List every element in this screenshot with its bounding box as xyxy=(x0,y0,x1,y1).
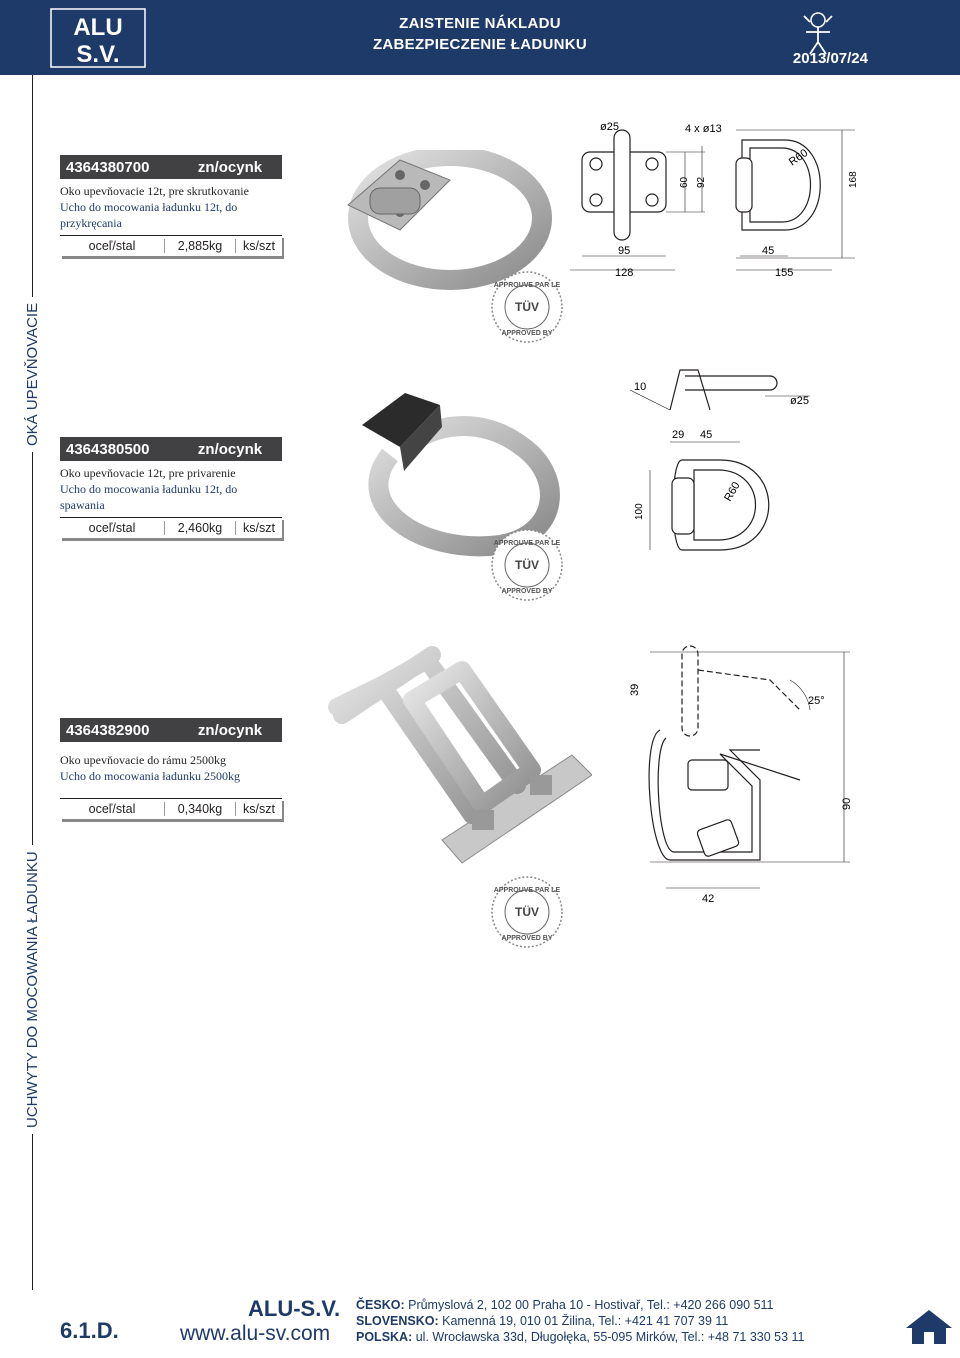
tuv-seal-3 xyxy=(490,875,564,949)
product-code: 4364380700 xyxy=(66,158,150,176)
product-desc-pl: Ucho do mocowania ładunku 12t, do spawania xyxy=(60,482,238,512)
product-desc-sk: Oko upevňovacie 12t, pre privarenie xyxy=(60,466,236,480)
svg-text:ALU: ALU xyxy=(73,14,123,41)
svg-text:R60: R60 xyxy=(786,147,811,169)
header-title-sk: ZAISTENIE NÁKLADU xyxy=(399,15,561,32)
footer-address-pl: POLSKA: ul. Wrocławska 33d, Długołęka, 55-095 Mirków, Tel.: +48 71 330 53 11 xyxy=(356,1330,805,1344)
tuv-seal-2 xyxy=(490,528,564,602)
product-finish: zn/ocynk xyxy=(197,158,263,176)
footer-address-cz: ČESKO: Průmyslová 2, 102 00 Praha 10 - Hostivař, Tel.: +420 266 090 511 xyxy=(356,1298,774,1312)
svg-text:60: 60 xyxy=(679,176,690,188)
svg-text:APPROVED BY: APPROVED BY xyxy=(501,330,553,337)
section-divider-line xyxy=(32,75,33,1358)
svg-text:ø25: ø25 xyxy=(790,395,809,407)
product-desc-sk: Oko upevňovacie do rámu 2500kg xyxy=(60,753,226,767)
product-finish: zn/ocynk xyxy=(197,721,263,739)
svg-text:100: 100 xyxy=(634,503,645,520)
product-unit: ks/szt xyxy=(235,802,282,816)
product-material: oceľ/stal xyxy=(88,239,136,253)
svg-text:10: 10 xyxy=(634,381,647,393)
svg-text:APPROUVE PAR LE: APPROUVE PAR LE xyxy=(493,540,561,547)
header-title-pl: ZABEZPIECZENIE ŁADUNKU xyxy=(372,36,588,53)
page-header xyxy=(0,0,960,75)
header-date: 2013/07/24 xyxy=(792,50,868,67)
product-code-bar xyxy=(60,718,282,742)
page-code: 6.1.D. xyxy=(60,1318,119,1343)
product-weight: 2,885kg xyxy=(164,239,235,253)
svg-text:128: 128 xyxy=(615,267,634,279)
product-weight: 2,460kg xyxy=(164,521,235,535)
svg-text:95: 95 xyxy=(618,245,631,257)
product-finish: zn/ocynk xyxy=(197,440,263,458)
product-desc-pl: Ucho do mocowania ładunku 12t, do przykręcania xyxy=(60,200,238,230)
svg-text:39: 39 xyxy=(629,683,641,696)
product-unit: ks/szt xyxy=(235,239,282,253)
product-code-bar xyxy=(60,437,282,461)
product-card-3 xyxy=(60,718,282,819)
svg-text:TÜV: TÜV xyxy=(515,905,539,919)
product-weight: 0,340kg xyxy=(164,802,235,816)
product-code: 4364382900 xyxy=(66,721,150,739)
svg-text:25°: 25° xyxy=(808,695,825,707)
home-icon[interactable] xyxy=(904,1308,954,1346)
product-spec-row xyxy=(60,798,282,819)
svg-text:APPROVED BY: APPROVED BY xyxy=(501,935,553,942)
tuv-seal-1 xyxy=(490,270,564,344)
product-unit: ks/szt xyxy=(235,521,282,535)
section-label-oka: OKÁ UPEVŇOVACIE xyxy=(24,297,41,452)
product-code-bar xyxy=(60,155,282,179)
svg-text:168: 168 xyxy=(848,171,859,188)
svg-text:TÜV: TÜV xyxy=(515,300,539,314)
svg-text:ø25: ø25 xyxy=(600,121,619,133)
svg-text:APPROVED BY: APPROVED BY xyxy=(501,588,553,595)
svg-text:90: 90 xyxy=(841,797,853,810)
product-code: 4364380500 xyxy=(66,440,150,458)
product-spec-row xyxy=(60,235,282,256)
footer-brand: ALU-S.V. xyxy=(248,1296,341,1321)
svg-text:R60: R60 xyxy=(722,480,743,504)
svg-text:APPROUVE PAR LE: APPROUVE PAR LE xyxy=(493,887,561,894)
svg-text:42: 42 xyxy=(702,893,715,905)
svg-text:92: 92 xyxy=(696,176,707,188)
svg-text:TÜV: TÜV xyxy=(515,558,539,572)
technical-drawing-1 xyxy=(570,118,870,288)
svg-text:29: 29 xyxy=(672,429,685,441)
svg-text:45: 45 xyxy=(762,245,775,257)
product-spec-row xyxy=(60,517,282,538)
svg-text:155: 155 xyxy=(775,267,794,279)
svg-text:S.V.: S.V. xyxy=(76,41,120,68)
technical-drawing-3 xyxy=(610,640,860,910)
product-material: oceľ/stal xyxy=(88,802,136,816)
product-card-1 xyxy=(60,155,282,256)
product-desc-pl: Ucho do mocowania ładunku 2500kg xyxy=(60,769,240,783)
section-label-uchwyty: UCHWYTY DO MOCOWANIA ŁADUNKU xyxy=(24,845,41,1134)
svg-text:APPROUVE PAR LE: APPROUVE PAR LE xyxy=(493,282,561,289)
product-desc-sk: Oko upevňovacie 12t, pre skrutkovanie xyxy=(60,184,249,198)
product-photo-3 xyxy=(322,645,592,875)
technical-drawing-2 xyxy=(610,350,830,570)
product-material: oceľ/stal xyxy=(88,521,136,535)
product-card-2 xyxy=(60,437,282,538)
svg-text:4 x ø13: 4 x ø13 xyxy=(685,123,722,135)
svg-text:45: 45 xyxy=(700,429,713,441)
footer-website-link[interactable]: www.alu-sv.com xyxy=(180,1322,331,1345)
footer-address-sk: SLOVENSKO: Kamenná 19, 010 01 Žilina, Tel.: +421 41 707 39 11 xyxy=(356,1314,729,1328)
